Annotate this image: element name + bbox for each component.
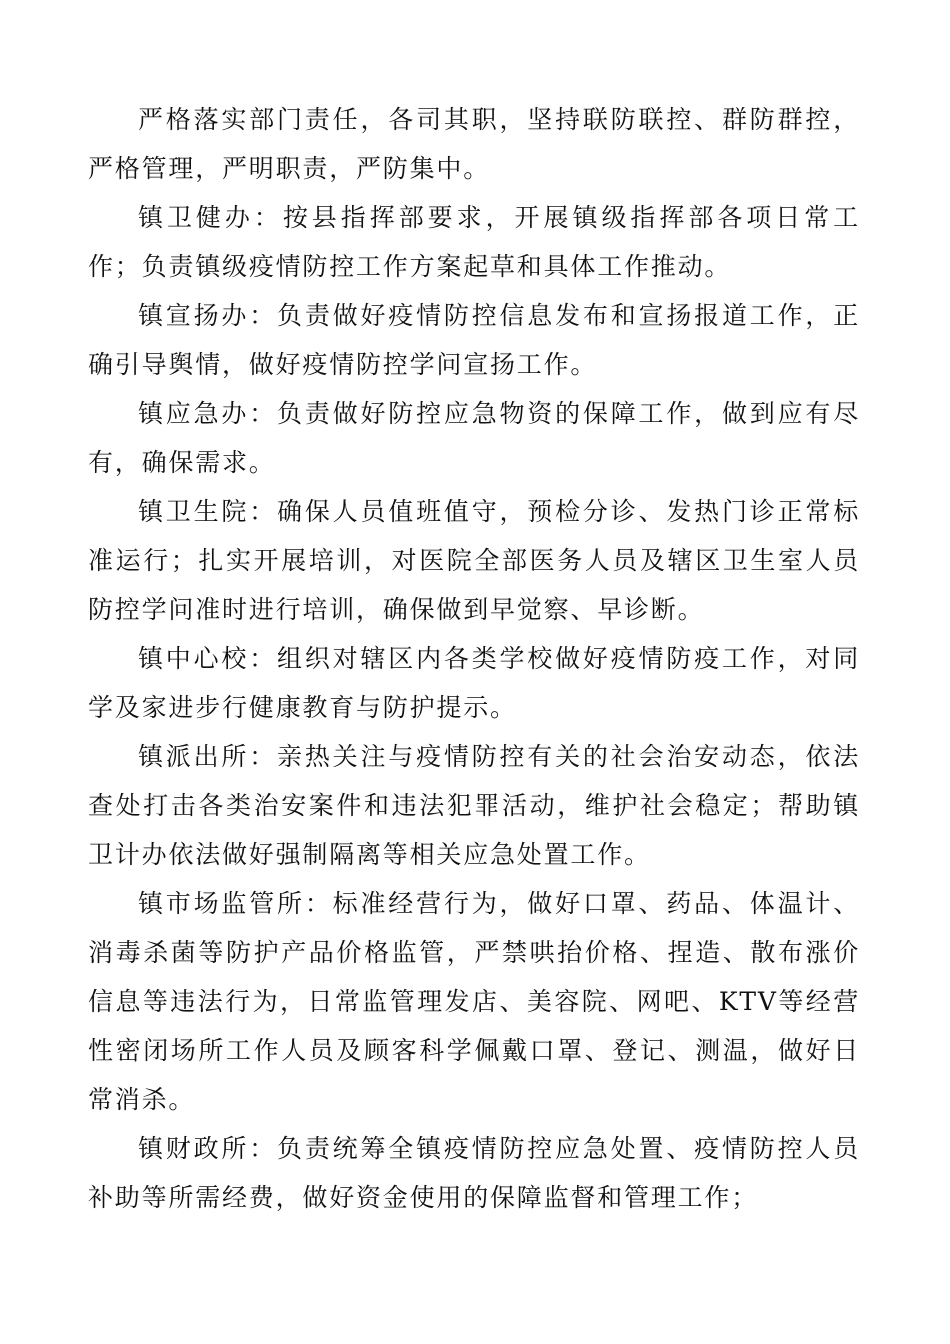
- paragraph-health-office: 镇卫健办：按县指挥部要求，开展镇级指挥部各项日常工作；负责镇级疫情防控工作方案起草和具体工作推动。: [88, 203, 860, 281]
- paragraph-central-school: 镇中心校：组织对辖区内各类学校做好疫情防疫工作，对同学及家进步行健康教育与防护提示。: [88, 644, 860, 722]
- paragraph-health-center: 镇卫生院：确保人员值班值守，预检分诊、发热门诊正常标准运行；扎实开展培训，对医院全部医务人员及辖区卫生室人员防控学问准时进行培训，确保做到早觉察、早诊断。: [88, 497, 860, 624]
- paragraph-finance-office: 镇财政所：负责统筹全镇疫情防控应急处置、疫情防控人员补助等所需经费，做好资金使用的保障监督和管理工作；: [88, 1134, 860, 1212]
- paragraph-police-station: 镇派出所：亲热关注与疫情防控有关的社会治安动态，依法查处打击各类治安案件和违法犯罪活动，维护社会稳定；帮助镇卫计办依法做好强制隔离等相关应急处置工作。: [88, 742, 860, 869]
- paragraph-responsibility-principle: 严格落实部门责任，各司其职，坚持联防联控、群防群控，严格管理，严明职责，严防集中。: [88, 105, 860, 183]
- document-body: [88, 95, 860, 1222]
- paragraph-emergency-office: 镇应急办：负责做好防控应急物资的保障工作，做到应有尽有，确保需求。: [88, 399, 860, 477]
- paragraph-market-supervision: 镇市场监管所：标准经营行为，做好口罩、药品、体温计、消毒杀菌等防护产品价格监管，严禁哄抬价格、捏造、散布涨价信息等违法行为，日常监管理发店、美容院、网吧、KTV等经营性密闭场所工作人员及顾客科学佩戴口罩、登记、测温，做好日常消杀。: [88, 889, 860, 1114]
- paragraph-publicity-office: 镇宣扬办：负责做好疫情防控信息发布和宣扬报道工作，正确引导舆情，做好疫情防控学问宣扬工作。: [88, 301, 860, 379]
